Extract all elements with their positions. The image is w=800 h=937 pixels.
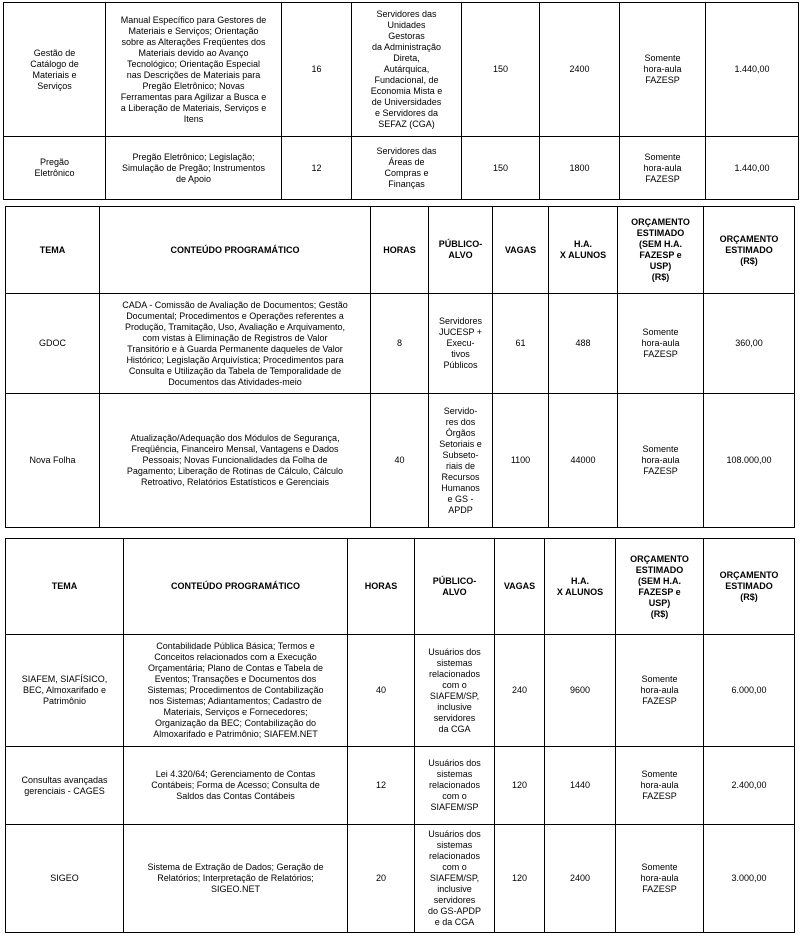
conteudo-cell: Pregão Eletrônico; Legislação; Simulação de Pregão; Instrumentos de Apoio [106, 137, 282, 200]
tema-cell: Pregão Eletrônico [4, 137, 106, 200]
orc-cell: 1.440,00 [706, 137, 799, 200]
horas-cell: 12 [348, 747, 415, 825]
vagas-cell: 1100 [493, 394, 549, 528]
header-horas: HORAS [348, 539, 415, 635]
ha-cell: 2400 [540, 3, 620, 137]
horas-cell: 40 [348, 635, 415, 747]
horas-cell: 16 [282, 3, 352, 137]
vagas-cell: 120 [495, 825, 545, 933]
orc-sem-cell: Somente hora-aula FAZESP [616, 747, 704, 825]
tema-cell: SIAFEM, SIAFÍSICO, BEC, Almoxarifado e Patrimônio [6, 635, 124, 747]
orc-cell: 108.000,00 [704, 394, 795, 528]
conteudo-cell: Manual Específico para Gestores de Materiais e Serviços; Orientação sobre as Alterações Freqüentes dos Materiais devido ao Avanço Tecnológico; Orientação Especial nas Descrições de Materiais para Pregão Eletrônico; Novas Ferramentas para Agilizar a Busca e a Liberação de Materiais, Serviços e Itens [106, 3, 282, 137]
header-vagas: VAGAS [493, 207, 549, 294]
conteudo-cell: Contabilidade Pública Básica; Termos e Conceitos relacionados com a Execução Orçamentária; Plano de Contas e Tabela de Eventos; Transações e Documentos dos Sistemas; Procedimentos de Contabilização nos Sistemas; Adiantamentos; Cadastro de Materiais, Serviços e Fornecedores; Organização da BEC; Contabilização do Almoxarifado e Patrimônio; SIAFEM.NET [124, 635, 348, 747]
header-orc: ORÇAMENTO ESTIMADO (R$) [704, 207, 795, 294]
header-tema: TEMA [6, 539, 124, 635]
header-publico: PÚBLICO- ALVO [429, 207, 493, 294]
course-table-2 [5, 206, 795, 528]
orc-cell: 2.400,00 [704, 747, 795, 825]
orc-sem-cell: Somente hora-aula FAZESP [620, 3, 706, 137]
horas-cell: 20 [348, 825, 415, 933]
conteudo-cell: CADA - Comissão de Avaliação de Documentos; Gestão Documental; Procedimentos e Operações referentes a Produção, Tramitação, Uso, Avaliação e Arquivamento, com vistas à Eliminação de Registros de Valor Transitório e à Guarda Permanente daqueles de Valor Histórico; Legislação Arquivística; Procedimentos para Consulta e Utilização da Tabela de Temporalidade de Documentos das Atividades-meio [100, 294, 371, 394]
table-row [6, 747, 795, 825]
header-row [6, 207, 795, 294]
table-row [4, 3, 799, 137]
tema-cell: SIGEO [6, 825, 124, 933]
orc-sem-cell: Somente hora-aula FAZESP [616, 825, 704, 933]
publico-cell: Usuários dos sistemas relacionados com o SIAFEM/SP, inclusive servidores do GS-APDP e da CGA [415, 825, 495, 933]
ha-cell: 1800 [540, 137, 620, 200]
ha-cell: 1440 [545, 747, 616, 825]
publico-cell: Servidores das Unidades Gestoras da Administração Direta, Autárquica, Fundacional, de Economia Mista e de Universidades e Servidores da SEFAZ (CGA) [352, 3, 462, 137]
publico-cell: Servidores das Áreas de Compras e Finanças [352, 137, 462, 200]
header-publico: PÚBLICO- ALVO [415, 539, 495, 635]
header-orc: ORÇAMENTO ESTIMADO (R$) [704, 539, 795, 635]
publico-cell: Usuários dos sistemas relacionados com o SIAFEM/SP [415, 747, 495, 825]
ha-cell: 2400 [545, 825, 616, 933]
ha-cell: 44000 [549, 394, 618, 528]
ha-cell: 488 [549, 294, 618, 394]
tema-cell: Nova Folha [6, 394, 100, 528]
orc-sem-cell: Somente hora-aula FAZESP [618, 294, 704, 394]
tema-cell: GDOC [6, 294, 100, 394]
horas-cell: 12 [282, 137, 352, 200]
horas-cell: 40 [371, 394, 429, 528]
header-conteudo: CONTEÚDO PROGRAMÁTICO [124, 539, 348, 635]
orc-sem-cell: Somente hora-aula FAZESP [618, 394, 704, 528]
vagas-cell: 150 [462, 3, 540, 137]
orc-cell: 3.000,00 [704, 825, 795, 933]
tema-cell: Consultas avançadas gerenciais - CAGES [6, 747, 124, 825]
header-vagas: VAGAS [495, 539, 545, 635]
header-orc-sem: ORÇAMENTO ESTIMADO (SEM H.A. FAZESP e USP) (R$) [616, 539, 704, 635]
header-tema: TEMA [6, 207, 100, 294]
horas-cell: 8 [371, 294, 429, 394]
header-horas: HORAS [371, 207, 429, 294]
vagas-cell: 150 [462, 137, 540, 200]
course-table-3 [5, 538, 795, 933]
orc-cell: 6.000,00 [704, 635, 795, 747]
conteudo-cell: Atualização/Adequação dos Módulos de Segurança, Freqüência, Financeiro Mensal, Vantagens e Dados Pessoais; Novas Funcionalidades da Folha de Pagamento; Liberação de Rotinas de Cálculo, Cálculo Retroativo, Relatórios Estatísticos e Gerenciais [100, 394, 371, 528]
table-row [6, 635, 795, 747]
table-row [6, 294, 795, 394]
orc-sem-cell: Somente hora-aula FAZESP [620, 137, 706, 200]
vagas-cell: 120 [495, 747, 545, 825]
orc-sem-cell: Somente hora-aula FAZESP [616, 635, 704, 747]
vagas-cell: 61 [493, 294, 549, 394]
tema-cell: Gestão de Catálogo de Materiais e Serviços [4, 3, 106, 137]
conteudo-cell: Sistema de Extração de Dados; Geração de Relatórios; Interpretação de Relatórios; SIGEO.NET [124, 825, 348, 933]
header-ha: H.A. X ALUNOS [545, 539, 616, 635]
course-table-1 [3, 2, 799, 200]
orc-cell: 360,00 [704, 294, 795, 394]
conteudo-cell: Lei 4.320/64; Gerenciamento de Contas Contábeis; Forma de Acesso; Consulta de Saldos das Contas Contábeis [124, 747, 348, 825]
header-orc-sem: ORÇAMENTO ESTIMADO (SEM H.A. FAZESP e USP) (R$) [618, 207, 704, 294]
table-row [4, 137, 799, 200]
header-ha: H.A. X ALUNOS [549, 207, 618, 294]
publico-cell: Servido- res dos Órgãos Setoriais e Subseto- riais de Recursos Humanos e GS - APDP [429, 394, 493, 528]
publico-cell: Servidores JUCESP + Execu- tivos Públicos [429, 294, 493, 394]
table-row [6, 394, 795, 528]
ha-cell: 9600 [545, 635, 616, 747]
orc-cell: 1.440,00 [706, 3, 799, 137]
vagas-cell: 240 [495, 635, 545, 747]
header-row [6, 539, 795, 635]
header-conteudo: CONTEÚDO PROGRAMÁTICO [100, 207, 371, 294]
publico-cell: Usuários dos sistemas relacionados com o SIAFEM/SP, inclusive servidores da CGA [415, 635, 495, 747]
table-row [6, 825, 795, 933]
